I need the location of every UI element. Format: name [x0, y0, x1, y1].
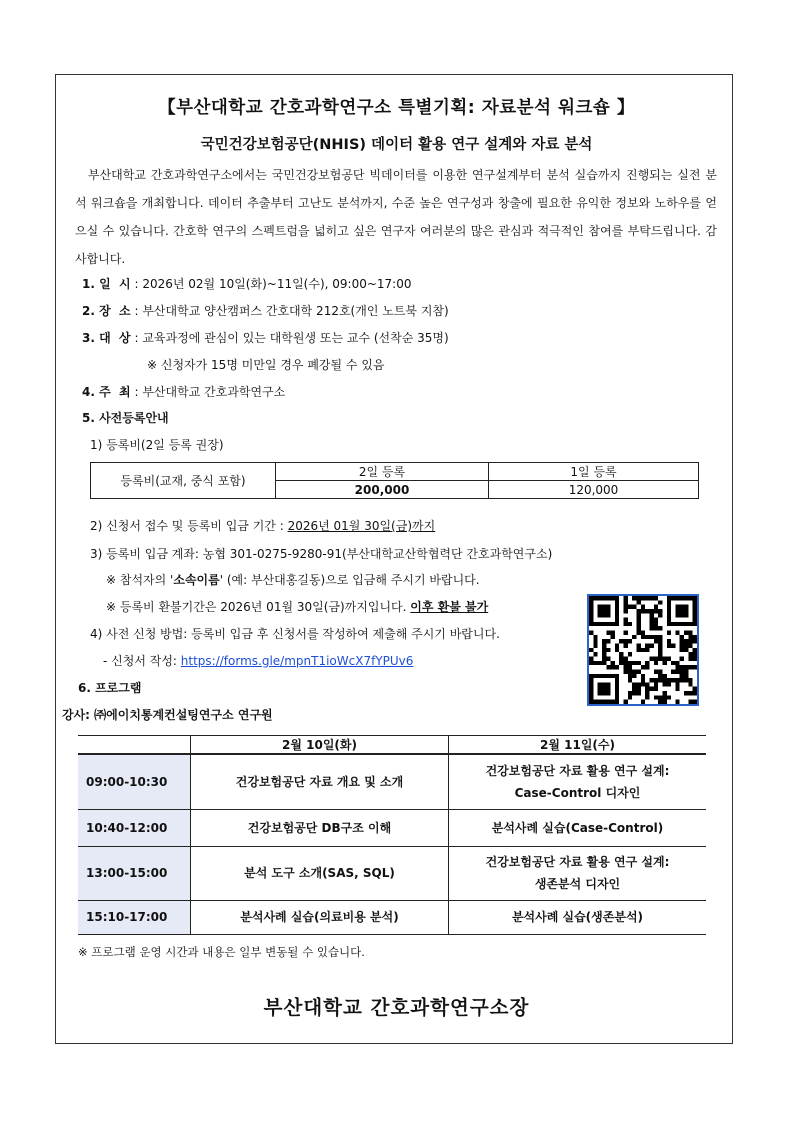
place-row: 2. 장 소 : 부산대학교 양산캠퍼스 간호대학 212호(개인 노트북 지참)	[82, 304, 449, 318]
lecturer: 강사: ㈜에이치통계컨설팅연구소 연구원	[62, 708, 273, 722]
program-day2-session: 건강보험공단 자료 활용 연구 설계: Case-Control 디자인	[449, 754, 707, 809]
refund-note: ※ 등록비 환불기간은 2026년 01월 30일(금)까지입니다. 이후 환불 불가	[106, 600, 489, 614]
fee-row-label: 등록비(교재, 중식 포함)	[91, 463, 276, 499]
program-heading: 6. 프로그램	[78, 681, 142, 695]
target-row: 3. 대 상 : 교육과정에 관심이 있는 대학원생 또는 교수 (선착순 35명)	[82, 331, 449, 345]
program-day1-session: 건강보험공단 DB구조 이해	[191, 809, 449, 846]
program-time: 15:10-17:00	[78, 900, 191, 934]
program-day2-session: 분석사례 실습(Case-Control)	[449, 809, 707, 846]
host-row: 4. 주 최 : 부산대학교 간호과학연구소	[82, 385, 286, 399]
fee-two-day-value: 200,000	[276, 481, 489, 499]
form-link[interactable]: https://forms.gle/mpnT1ioWcX7fYPUv6	[180, 654, 414, 668]
registration-heading: 5. 사전등록안내	[82, 411, 169, 425]
program-time: 10:40-12:00	[78, 809, 191, 846]
fee-table	[90, 462, 699, 499]
program-day2-header: 2월 11일(수)	[449, 736, 707, 755]
fee-two-day-label: 2일 등록	[276, 463, 489, 481]
program-time: 13:00-15:00	[78, 846, 191, 900]
signature: 부산대학교 간호과학연구소장	[263, 996, 530, 1019]
qr-code-icon[interactable]	[587, 594, 699, 706]
program-table	[78, 735, 706, 935]
fee-one-day-value: 120,000	[489, 481, 699, 499]
program-day1-session: 건강보험공단 자료 개요 및 소개	[191, 754, 449, 809]
program-day2-session: 건강보험공단 자료 활용 연구 설계: 생존분석 디자인	[449, 846, 707, 900]
program-day1-header: 2월 10일(화)	[191, 736, 449, 755]
account-row: 3) 등록비 입금 계좌: 농협 301-0275-9280-91(부산대학교산학협력단 간호과학연구소)	[90, 547, 553, 561]
form-row: - 신청서 작성: https://forms.gle/mpnT1ioWcX7fYPUv6	[103, 654, 414, 668]
fee-one-day-label: 1일 등록	[489, 463, 699, 481]
target-note: ※ 신청자가 15명 미만일 경우 폐강될 수 있음	[147, 358, 385, 372]
deadline-row: 2) 신청서 접수 및 등록비 입금 기간 : 2026년 01월 30일(금)까지	[90, 519, 436, 533]
deposit-name-note: ※ 참석자의 '소속이름' (예: 부산대홍길동)으로 입금해 주시기 바랍니다.	[106, 573, 480, 587]
program-day1-session: 분석 도구 소개(SAS, SQL)	[191, 846, 449, 900]
page-title: 【부산대학교 간호과학연구소 특별기획: 자료분석 워크숍 】	[158, 98, 635, 118]
program-time: 09:00-10:30	[78, 754, 191, 809]
page-subtitle: 국민건강보험공단(NHIS) 데이터 활용 연구 설계와 자료 분석	[200, 137, 593, 153]
program-day1-session: 분석사례 실습(의료비용 분석)	[191, 900, 449, 934]
program-day2-session: 분석사례 실습(생존분석)	[449, 900, 707, 934]
program-note: ※ 프로그램 운영 시간과 내용은 일부 변동될 수 있습니다.	[78, 945, 365, 959]
intro-paragraph: 부산대학교 간호과학연구소에서는 국민건강보험공단 빅데이터를 이용한 연구설계부터 분석 실습까지 진행되는 실전 분석 워크숍을 개최합니다. 데이터 추출부터 고난도 분석까지, 수준 높은 연구성과 창출에 필요한 유익한 정보와 노하우를 얻으실 수 있습니다. 간호학 연구의 스펙트럼을 넓히고 싶은 연구자 여러분의 많은 관심과 적극적인 참여를 부탁드립니다. 감사합니다.	[75, 168, 717, 266]
application-method: 4) 사전 신청 방법: 등록비 입금 후 신청서를 작성하여 제출해 주시기 바랍니다.	[90, 627, 500, 641]
date-row: 1. 일 시 : 2026년 02월 10일(화)~11일(수), 09:00~17:00	[82, 277, 412, 291]
program-corner-cell	[78, 736, 191, 755]
fee-heading: 1) 등록비(2일 등록 권장)	[90, 438, 224, 452]
